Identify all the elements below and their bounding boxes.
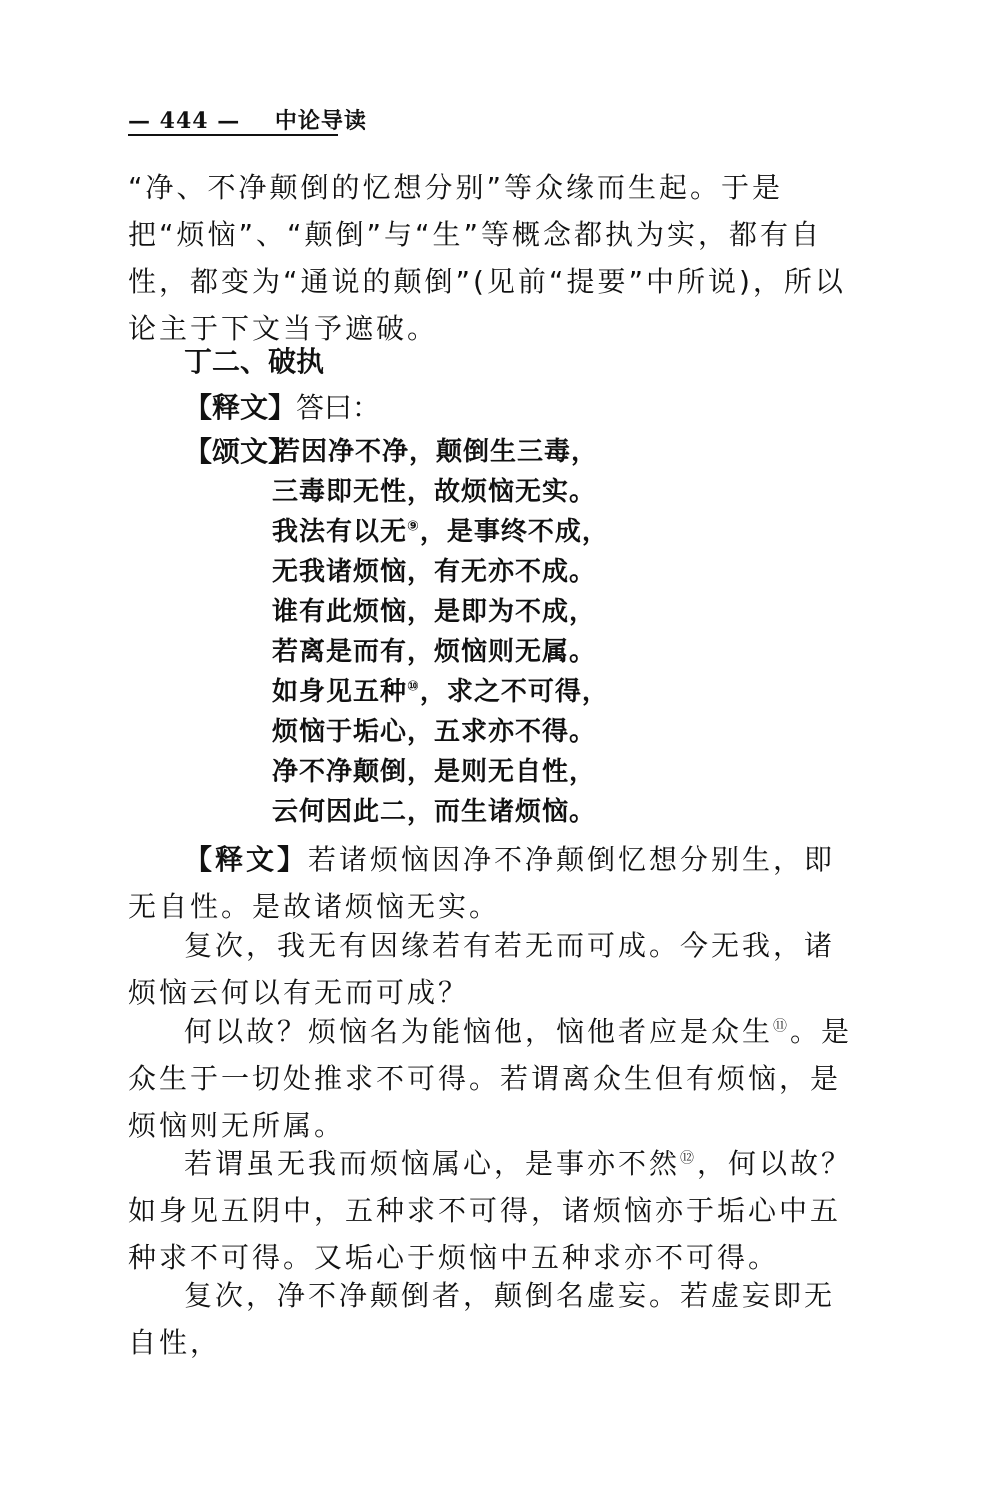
answer-label: 【释文】 <box>184 391 297 424</box>
footnote-marker-11[interactable]: ⑪ <box>773 1018 791 1035</box>
verse-line-2: 三毒即无性，故烦恼无实。 <box>272 477 597 507</box>
verse-line-7: 如身见五种⑩，求之不可得， <box>272 677 609 707</box>
commentary-paragraph-3: 何以故？烦恼名为能恼他，恼他者应是众生⑪。是众生于一切处推求不可得。若谓离众生但有烦恼，是烦恼则无所属。 <box>128 1015 853 1142</box>
answer-line <box>184 388 380 428</box>
verse-line-9: 净不净颠倒，是则无自性， <box>272 757 597 787</box>
footnote-marker-12[interactable]: ⑫ <box>680 1150 698 1167</box>
commentary-paragraph-4: 若谓虽无我而烦恼属心，是事亦不然⑫，何以故？如身见五阴中，五种求不可得，诸烦恼亦于垢心中五种求不可得。又垢心于烦恼中五种求亦不可得。 <box>128 1147 853 1274</box>
verse-line-3: 我法有以无⑨，是事终不成， <box>272 517 609 547</box>
verse-label: 【颂文】 <box>184 435 297 468</box>
commentary-paragraph-5: 复次，净不净颠倒者，颠倒名虚妄。若虚妄即无自性， <box>128 1279 836 1359</box>
commentary-label: 【释文】 <box>184 843 309 876</box>
page-header <box>128 104 367 135</box>
verse-line-10: 云何因此二，而生诸烦恼。 <box>272 797 597 827</box>
verse-line-6: 若离是而有，烦恼则无属。 <box>272 637 597 667</box>
footnote-marker-9[interactable]: ⑨ <box>407 518 420 535</box>
verse-line-8: 烦恼于垢心，五求亦不得。 <box>272 717 597 747</box>
intro-paragraph: “净、不净颠倒的忆想分别”等众缘而生起。于是把“烦恼”、“颠倒”与“生”等概念都执为实，都有自性，都变为“通说的颠倒”(见前“提要”中所说)，所以论主于下文当予遮破。 <box>128 171 846 345</box>
section-heading: 丁二、破执 <box>184 345 325 378</box>
verse-line-1: 若因净不净，颠倒生三毒， <box>274 437 599 467</box>
commentary-paragraph-1: 【释文】若诸烦恼因净不净颠倒忆想分别生，即无自性。是故诸烦恼无实。 <box>128 843 836 923</box>
answer-text: 答曰： <box>296 391 381 424</box>
header-rule <box>128 134 338 136</box>
footnote-marker-10[interactable]: ⑩ <box>407 678 420 695</box>
verse-line-5: 谁有此烦恼，是即为不成， <box>272 597 597 627</box>
page-number: — 444 — <box>128 108 241 134</box>
book-title: 中论导读 <box>274 108 367 134</box>
commentary-paragraph-2: 复次，我无有因缘若有若无而可成。今无我，诸烦恼云何以有无而可成？ <box>128 929 836 1009</box>
verse-line-4: 无我诸烦恼，有无亦不成。 <box>272 557 597 587</box>
